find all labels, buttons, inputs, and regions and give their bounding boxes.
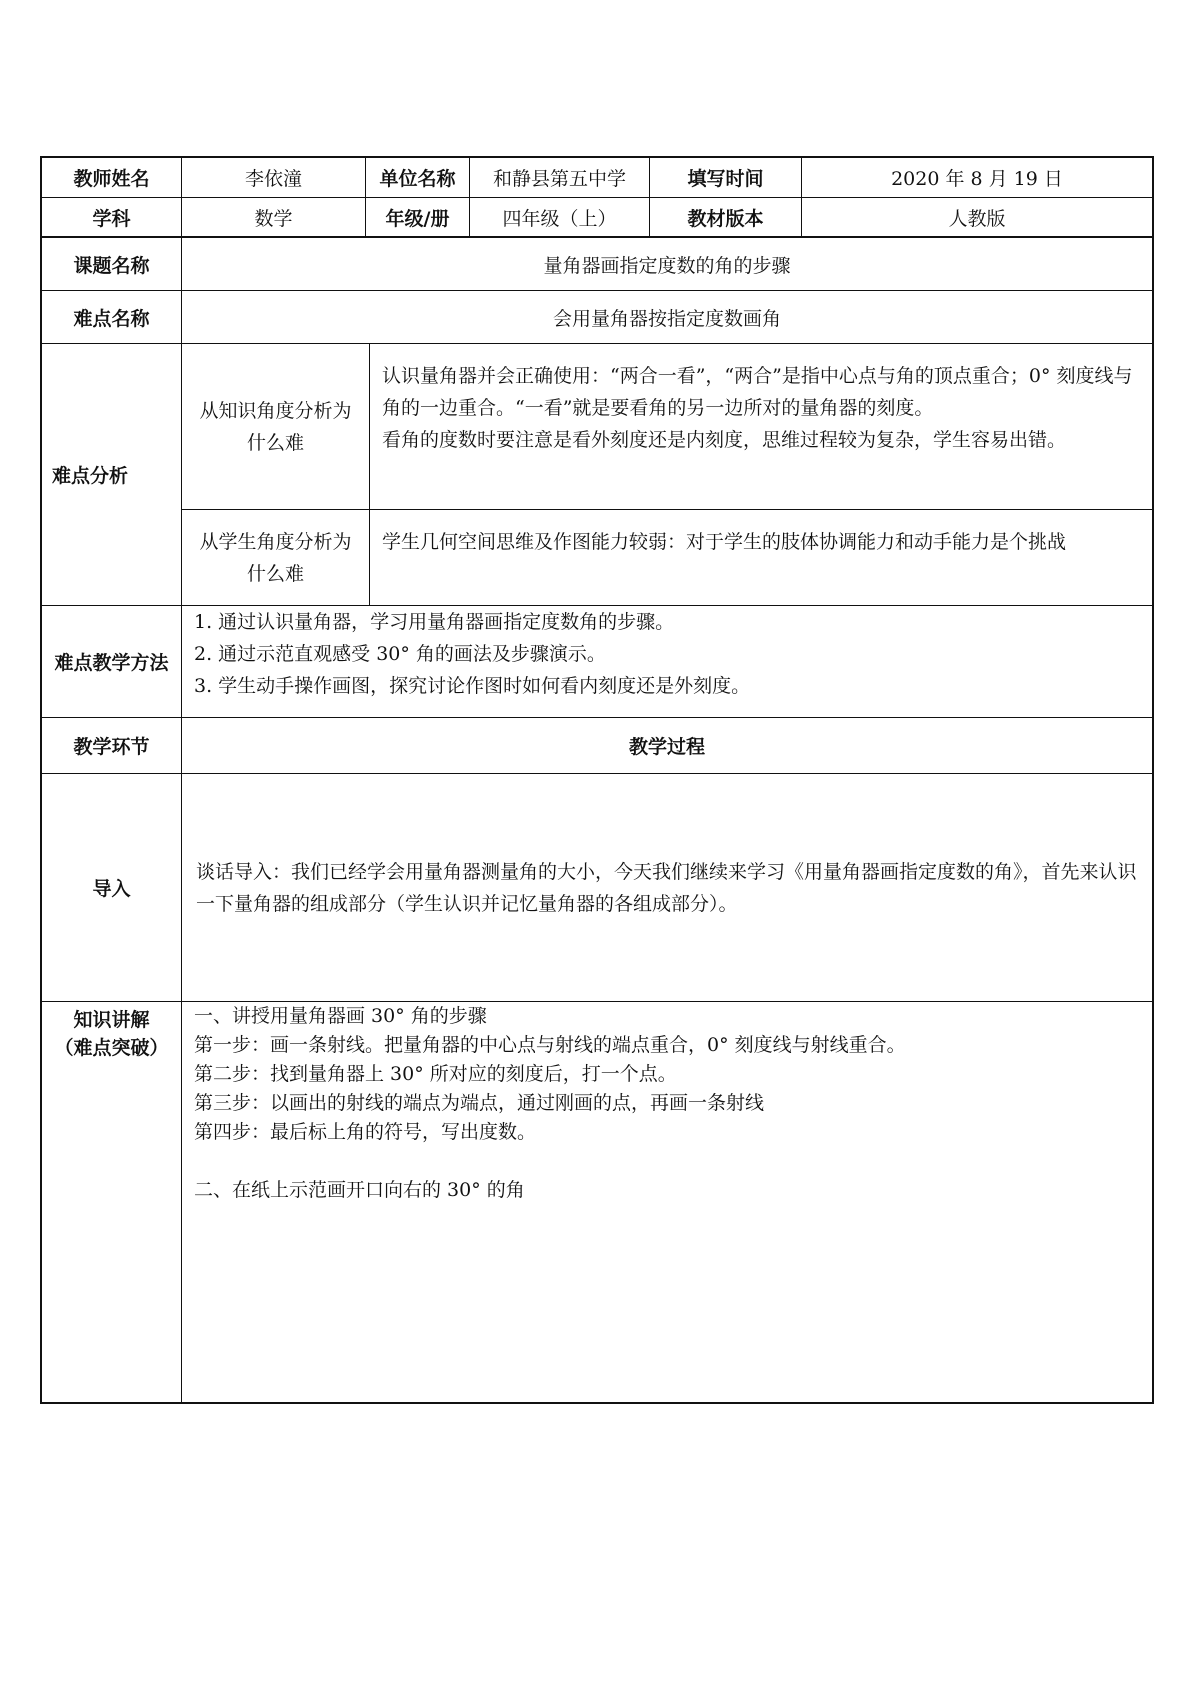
knowledge-angle-label: 从知识角度分析为什么难 [182,344,370,509]
knowledge-angle-paragraph-1: 认识量角器并会正确使用：“两合一看”，“两合”是指中心点与角的顶点重合；0° 刻度线与角的一边重合。“一看”就是要看角的另一边所对的量角器的刻度。 [382,365,1133,419]
knowledge-line-2: 第一步：画一条射线。把量角器的中心点与射线的端点重合，0° 刻度线与射线重合。 [194,1034,906,1056]
knowledge-line-3: 第二步：找到量角器上 30° 所对应的刻度后，打一个点。 [194,1063,677,1085]
stage-label: 教学环节 [42,718,182,773]
knowledge-content [182,1002,1152,1402]
knowledge-line-1: 一、讲授用量角器画 30° 角的步骤 [194,1005,487,1027]
subject-label: 学科 [42,198,182,236]
difficulty-row [42,291,1152,344]
method-item-1: 1. 通过认识量角器，学习用量角器画指定度数角的步骤。 [194,611,675,633]
knowledge-angle-text [370,344,1152,509]
student-angle-text: 学生几何空间思维及作图能力较弱：对于学生的肢体协调能力和动手能力是个挑战 [382,531,1067,553]
edition-value: 人教版 [948,207,1006,230]
lesson-plan-table [40,156,1154,1404]
knowledge-line-5: 第四步：最后标上角的符号，写出度数。 [194,1121,537,1143]
knowledge-line-4: 第三步：以画出的射线的端点为端点，通过刚画的点，再画一条射线 [194,1092,765,1114]
method-row [42,606,1152,718]
teacher-value: 李依潼 [182,158,366,197]
knowledge-label-line-1: 知识讲解 [73,1009,150,1031]
header-row-1 [42,158,1152,198]
method-item-3: 3. 学生动手操作画图，探究讨论作图时如何看内刻度还是外刻度。 [194,675,751,697]
knowledge-angle-paragraph-2: 看角的度数时要注意是看外刻度还是内刻度，思维过程较为复杂，学生容易出错。 [382,429,1067,451]
unit-value: 和静县第五中学 [470,158,650,197]
topic-value: 量角器画指定度数的角的步骤 [543,254,791,277]
method-label: 难点教学方法 [42,606,182,717]
difficulty-label: 难点名称 [42,291,182,343]
analysis-row [42,344,1152,606]
header-row-2 [42,198,1152,238]
grade-value: 四年级（上） [470,198,650,236]
knowledge-analysis-subrow [182,344,1152,510]
method-item-2: 2. 通过示范直观感受 30° 角的画法及步骤演示。 [194,643,606,665]
teacher-label: 教师姓名 [42,158,182,197]
difficulty-value: 会用量角器按指定度数画角 [552,307,781,330]
student-angle-label: 从学生角度分析为什么难 [182,510,370,606]
analysis-label: 难点分析 [42,344,182,605]
knowledge-row [42,1002,1152,1402]
knowledge-label-line-2: （难点突破） [54,1037,169,1059]
grade-label: 年级/册 [366,198,470,236]
method-list [182,606,1152,717]
topic-label: 课题名称 [42,238,182,290]
intro-label: 导入 [42,774,182,1001]
date-label: 填写时间 [650,158,802,197]
unit-label: 单位名称 [366,158,470,197]
date-value: 2020 年 8 月 19 日 [891,168,1063,190]
student-analysis-subrow [182,510,1152,606]
edition-label: 教材版本 [650,198,802,236]
knowledge-label [42,1002,182,1402]
topic-row [42,238,1152,291]
process-header-row [42,718,1152,774]
knowledge-section-2: 二、在纸上示范画开口向右的 30° 的角 [194,1179,525,1201]
intro-row [42,774,1152,1002]
intro-text: 谈话导入：我们已经学会用量角器测量角的大小，今天我们继续来学习《用量角器画指定度数的角》，首先来认识一下量角器的组成部分（学生认识并记忆量角器的各组成部分）。 [196,860,1137,915]
process-label: 教学过程 [628,736,705,758]
subject-value: 数学 [182,198,366,236]
